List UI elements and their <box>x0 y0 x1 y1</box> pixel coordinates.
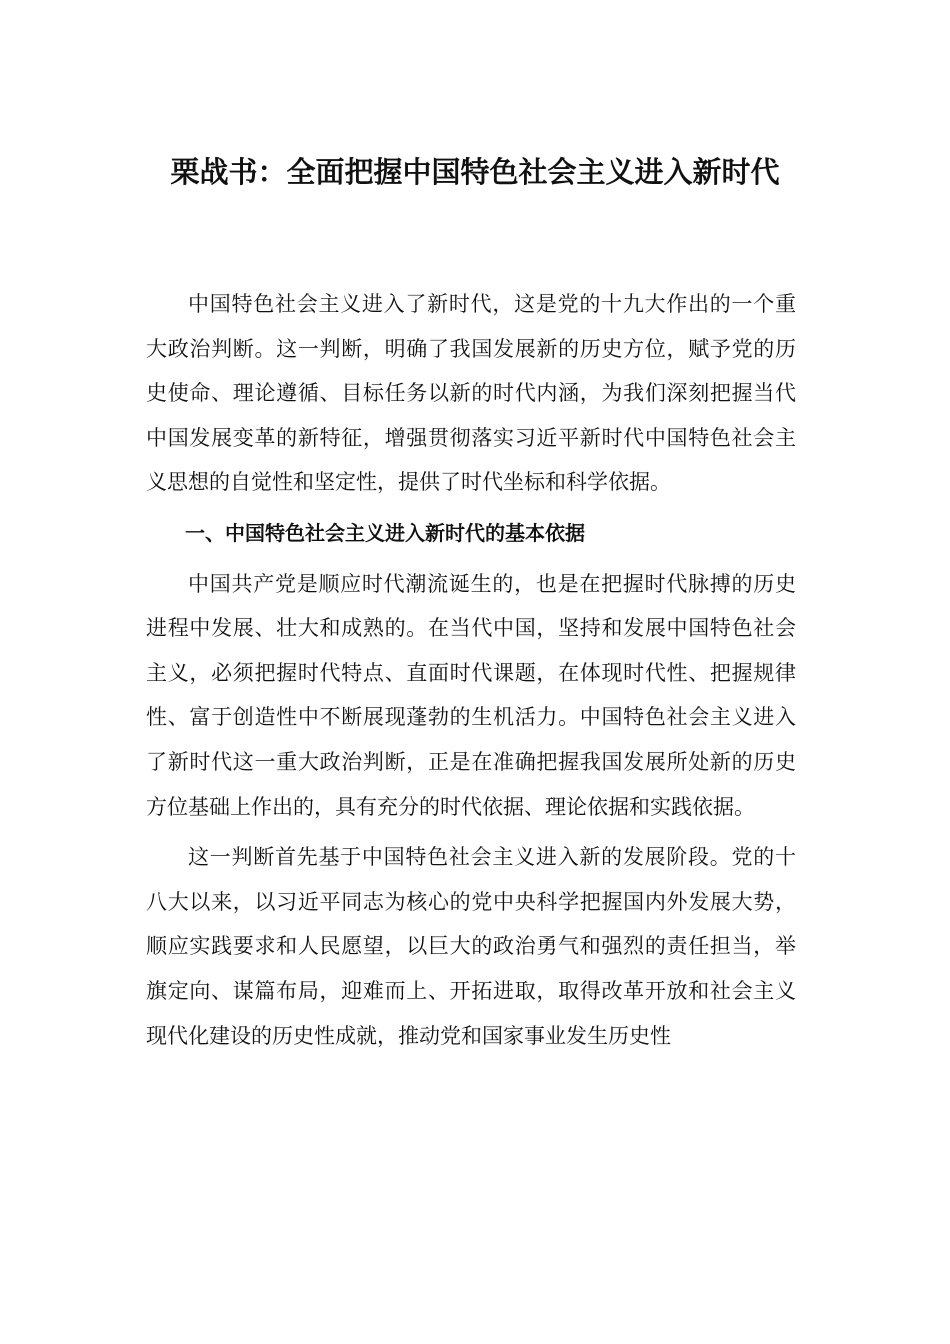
paragraph-section-2: 这一判断首先基于中国特色社会主义进入新的发展阶段。党的十八大以来，以习近平同志为核心的党中央科学把握国内外发展大势，顺应实践要求和人民愿望，以巨大的政治勇气和强烈的责任担当，举旗定向、谋篇布局，迎难而上、开拓进取，取得改革开放和社会主义现代化建设的历史性成就，推动党和国家事业发生历史性 <box>146 845 796 1048</box>
paragraph-section-1: 中国共产党是顺应时代潮流诞生的，也是在把握时代脉搏的历史进程中发展、壮大和成熟的。在当代中国，坚持和发展中国特色社会主义，必须把握时代特点、直面时代课题，在体现时代性、把握规律性、富于创造性中不断展现蓬勃的生机活力。中国特色社会主义进入了新时代这一重大政治判断，正是在准确把握我国发展所处新的历史方位基础上作出的，具有充分的时代依据、理论依据和实践依据。 <box>146 571 796 819</box>
document-body <box>146 282 796 1058</box>
section-heading: 一、中国特色社会主义进入新时代的基本依据 <box>185 520 585 545</box>
document-title: 栗战书：全面把握中国特色社会主义进入新时代 <box>170 155 780 189</box>
paragraph-intro: 中国特色社会主义进入了新时代，这是党的十九大作出的一个重大政治判断。这一判断，明确了我国发展新的历史方位，赋予党的历史使命、理论遵循、目标任务以新的时代内涵，为我们深刻把握当代中国发展变革的新特征，增强贯彻落实习近平新时代中国特色社会主义思想的自觉性和坚定性，提供了时代坐标和科学依据。 <box>146 292 796 495</box>
